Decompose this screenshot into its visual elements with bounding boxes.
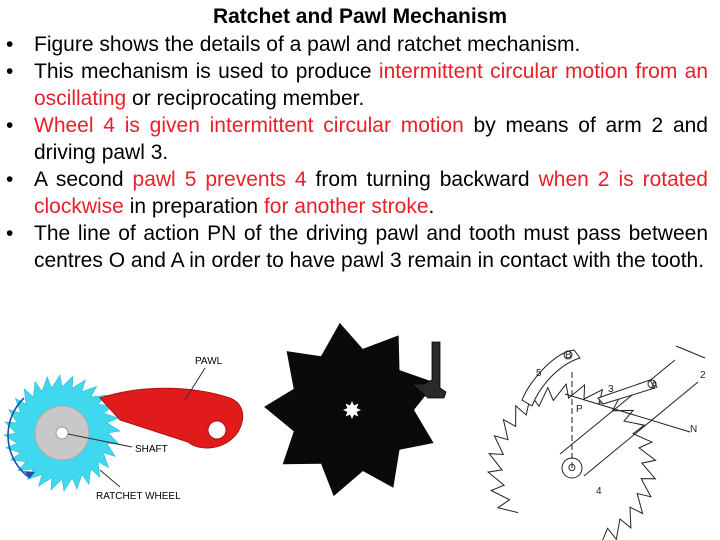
highlight-text: Wheel 4 is given intermittent circular motion [34, 114, 464, 137]
bullet-text: from turning backward [306, 168, 539, 191]
label-4: 4 [596, 486, 602, 497]
highlight-text: pawl 5 prevents 4 [132, 168, 307, 191]
label-B: B [565, 350, 572, 361]
swing-arrow [676, 346, 705, 358]
wheel-leader [100, 470, 120, 487]
shaft-hole [56, 427, 68, 439]
bullet-list [4, 31, 708, 274]
highlight-text: for another stroke [263, 195, 429, 218]
bullet-dot: • [6, 33, 14, 56]
label-N: N [690, 424, 698, 435]
bullet-dot: • [6, 222, 14, 245]
black-ratchet-figure [264, 323, 446, 496]
bullet-item [4, 58, 708, 112]
bullet-text: A second [34, 168, 133, 191]
bullet-dot: • [6, 60, 14, 83]
bullet-text: or reciprocating member. [126, 87, 365, 110]
highlight-text: when 2 is rotated clockwise [34, 168, 708, 218]
label-5: 5 [536, 368, 542, 379]
pawl-pivot [208, 421, 226, 439]
pawl-label: PAWL [195, 356, 223, 367]
bullet-text: The line of action PN of the driving pawl and tooth must pass between centres O and A in order to have pawl 3 remain in contact with the tooth. [34, 222, 708, 272]
shaft-label: SHAFT [135, 444, 168, 455]
bullet-item [4, 112, 708, 166]
bullet-text: . [428, 195, 435, 218]
bullet-item [4, 31, 708, 58]
bullet-text: by means of arm 2 and driving pawl 3. [34, 114, 708, 164]
highlight-text: intermittent circular motion from an oscillating [34, 60, 709, 110]
bullet-text: This mechanism is used to produce [34, 60, 379, 83]
slide-title: Ratchet and Pawl Mechanism [212, 5, 508, 28]
line-PN [565, 394, 690, 432]
bullet-dot: • [6, 114, 14, 137]
schematic-labels [536, 350, 706, 497]
label-A: A [651, 380, 658, 391]
schematic-figure [488, 346, 705, 540]
bullet-text: in preparation [123, 195, 264, 218]
wheel-label: RATCHET WHEEL [96, 491, 181, 502]
bullet-item [4, 166, 708, 220]
label-2: 2 [700, 370, 706, 381]
bullet-dot: • [6, 168, 14, 191]
label-P: P [576, 404, 583, 415]
star-center-hole [343, 401, 361, 419]
label-O: O [568, 463, 576, 474]
label-3: 3 [608, 384, 614, 395]
ratchet-figure [4, 356, 243, 502]
bullet-text: Figure shows the details of a pawl and ratchet mechanism. [34, 33, 581, 56]
pawl-3 [598, 380, 655, 404]
bullet-item [4, 220, 708, 274]
red-pawl [100, 388, 243, 448]
figures [0, 318, 720, 540]
